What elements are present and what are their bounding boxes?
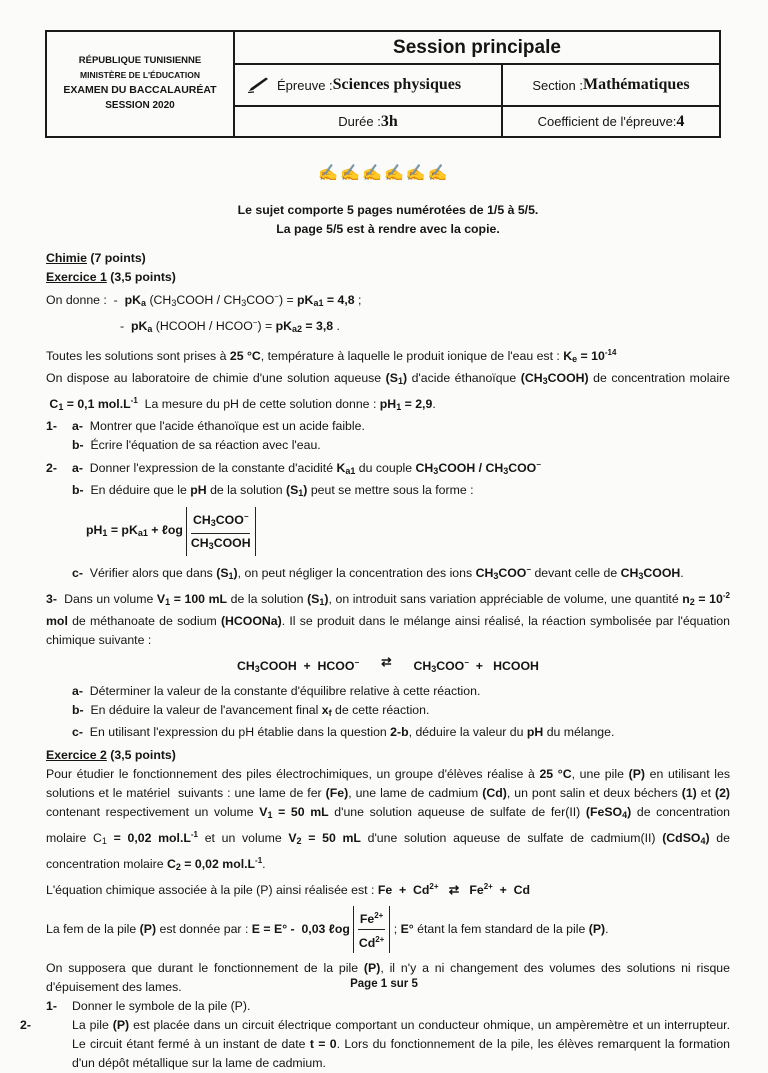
given-data-2: - $pK_a$ (HCOOH / HCOO−) = $pK_{a2} = 3,8$ . [120,318,340,334]
question-1a: 1- a- Montrer que l'acide éthanoïque est un acide faible. [46,419,365,433]
intro-line-2: La page 5/5 est à rendre avec la copie. [276,222,500,236]
question-p1: 1- Donner le symbole de la pile (P). [46,999,251,1013]
paragraph-solutions: Toutes les solutions sont prises à 25 °C, température à laquelle le produit ionique de l'eau est : $K_e = 10^{-14}$ On dispose au laboratoire de chimie d'une solution aqueuse $(S_1)$ d'acide éthanoïque $(CH_3COOH)$ de concentration molaire $C_1 = 0,1$ $mol.L^{-1}$ La mesure du pH de cette solution donne : $pH_1 = 2,9$. [46,348,730,412]
reaction-equation: $CH_3COOH$ + HCOO− ⇄ $CH_3COO^-$ + HCOOH [237,655,539,674]
question-p2: 2- La pile (P) est placée dans un circuit électrique comportant un conducteur ohmique, un ampèremètre et un interrupteur. Le circuit étant fermé à un instant de date t = 0. Lors du fonctionnement de la pile, les élèves remarquent la formation d'un dépôt métallique sur la lame de cadmium. [20,1018,731,1070]
question-3b: b- En déduire la valeur de l'avancement final $x_f$ de cette réaction. [72,703,430,718]
question-3c: c- En utilisant l'expression du pH établie dans la question 2-b, déduire la valeur du pH du mélange. [72,725,615,739]
session-title: Session principale [393,36,561,58]
exam-label: EXAMEN DU BACCALAURÉAT [63,84,217,97]
question-3a: a- Déterminer la valeur de la constante d'équilibre relative à cette réaction. [72,684,481,698]
epreuve-cell [235,65,503,105]
page-content [20,201,731,1073]
republic-label: RÉPUBLIQUE TUNISIENNE [78,55,202,67]
section-cell [503,65,719,105]
ornament-icons: ✍✍✍✍✍✍ [318,165,450,182]
given-data-1: On donne : - $pK_a$ $(CH_3COOH / CH_3COO^-) = pK_{a1} = 4,8$ ; [46,292,362,308]
paragraph-pile: Pour étudier le fonctionnement des piles électrochimiques, un groupe d'élèves réalise à 25 °C, une pile (P) en utilisant les solutions et le matériel suivants : une lame de fer (Fe), une lame de cadmium (Cd), un pont salin et deux béchers (1) et (2) contenant respectivement un volume $V_1 = 50$ mL d'une solution aqueuse de sulfate de fer(II) (FeSO$_4$) de concentration molaire $C_1 = 0,02$ $mol.L^{-1}$ et un volume $V_2 = 50$ mL d'une solution aqueuse de sulfate de cadmium(II) (CdSO$_4$) de concentration molaire $C_2 = 0,02$ $mol.L^{-1}$. L'équation chimique associée à la pile (P) ainsi réalisée est : $Fe + Cd^{2+}$ ⇄ $Fe^{2+} + Cd$ [46,767,731,897]
formula-fem: La fem de la pile (P) est donnée par : E = E° - 0,03 ℓog $\frac{Fe^{2+}}{Cd^{2+}}$ ; E° étant la fem standard de la pile (P). [46,906,730,953]
institution-block [47,32,235,136]
pen-icon [247,77,271,93]
question-2a: 2- a- Donner l'expression de la constante d'acidité $K_{a1}$ du couple $CH_3COOH / CH_3COO^-$ [46,460,541,476]
ministry-label: MINISTÈRE DE L'ÉDUCATION [80,69,200,80]
duration-value: 3h [380,112,398,130]
intro-line-1: Le sujet comporte 5 pages numérotées de 1/5 à 5/5. [237,203,539,217]
question-2b: b- En déduire que le pH de la solution $(S_1)$ peut se mettre sous la forme : [72,483,474,498]
session-row [235,32,719,65]
coefficient-value: 4 [676,112,685,130]
coefficient-cell [503,107,719,136]
exercice-2-heading: Exercice 2 (3,5 points) [46,748,176,762]
question-3: 3- Dans un volume $V_1 = 100$ mL de la solution $(S_1)$, on introduit sans variation appréciable de volume, une quantité $n_2 = 10^{-2}$ mol de méthanoate de sodium (HCOONa). Il se produit dans le mélange ainsi réalisé, la réaction symbolisée par l'équation chimique suivante : [46,591,730,647]
session-year-label: SESSION 2020 [105,100,175,112]
coefficient-label: Coefficient de l'épreuve: [537,114,677,129]
exam-header [45,30,721,138]
page-footer: Page 1 sur 5 [350,978,418,990]
duration-row [235,107,719,136]
paragraph-hypothesis: On supposera que durant le fonctionnement de la pile (P), il n'y a ni changement des volumes des solutions ni risque d'épuisement des lames. [46,961,730,994]
question-2c: c- Vérifier alors que dans $(S_1)$, on peut négliger la concentration des ions $CH_3COO^-$ devant celle de $CH_3COOH$. [72,565,684,581]
section-label: Section : [532,77,583,93]
epreuve-value: Sciences physiques [332,76,462,93]
formula-ph1: $pH_1 = pK_{a1}$ + ℓog $\frac{CH_3COO^-}{CH_3COOH}$ [86,507,730,556]
epreuve-label: Épreuve : [277,77,333,93]
question-1b: b- Écrire l'équation de sa réaction avec l'eau. [72,438,321,452]
duration-cell [235,107,503,136]
duration-label: Durée : [338,114,381,129]
section-value: Mathématiques [582,76,690,93]
subject-row [235,65,719,107]
chimie-heading: Chimie (7 points) [46,251,146,265]
exercice-1-heading: Exercice 1 (3,5 points) [46,270,176,284]
